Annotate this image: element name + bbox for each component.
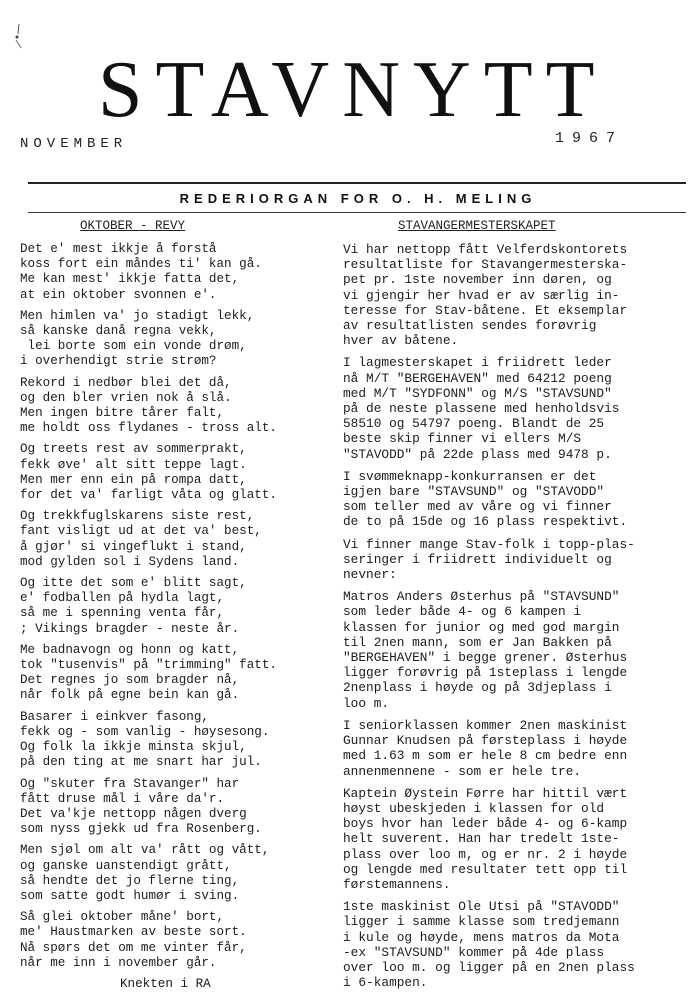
poem-stanza-line: så hendte det jo flerne ting, [20,873,240,888]
article-paragraph [343,786,695,892]
poem-stanza-line: e' fodballen på hydla lagt, [20,591,225,606]
poem-body [20,242,340,971]
article-paragraph-line: de to på 15de og 16 plass respektivt. [343,514,628,530]
poem-stanza-line: Og itte det som e' blitt sagt, [20,576,247,591]
article-paragraph [343,899,695,990]
poem-stanza [20,442,340,503]
article-body [343,242,695,990]
article-paragraph-line: Vi har nettopp fått Velferdskontorets [343,242,628,257]
poem-stanza-line: Me badnavogn og honn og katt, [20,642,240,657]
article-paragraph-line: 1ste maskinist Ole Utsi på "STAVODD" [343,899,620,915]
poem-stanza-line: Me kan mest' ikkje fatta det, [20,272,240,287]
poem-stanza-line: Men sjøl om alt va' rått og vått, [20,843,270,858]
article-paragraph-line: 2nenplass i høyde og på 3djeplass i [343,680,612,696]
poem-stanza-line: fant visligt ud at det va' best, [20,524,262,539]
poem-stanza [20,777,340,838]
poem-stanza-line: Basarer i einkver fasong, [20,709,209,724]
poem-stanza-line: Nå spørs det om me vinter får, [20,940,247,955]
article-paragraph-line: som leder både 4- og 6 kampen i [343,604,582,620]
article-paragraph-line: Gunnar Knudsen på førsteplass i høyde [343,733,628,749]
article-paragraph-line: "BERGEHAVEN" i begge grener. Østerhus [343,650,628,666]
article-paragraph [343,242,695,348]
article-paragraph-line: klassen for junior og med god margin [343,619,620,635]
poem-stanza-line: lei borte som ein vonde drøm, [20,339,247,354]
poem-stanza [20,242,340,303]
poem-stanza-line: Det e' mest ikkje å forstå [20,242,217,256]
poem-stanza-line: Og folk la ikkje minsta skjul, [20,740,247,755]
poem-stanza-line: koss fort ein måndes ti' kan gå. [20,257,262,272]
article-paragraph-line: nevner: [343,567,397,583]
article-paragraph-line: loo m. [343,695,390,711]
poem-stanza [20,376,340,437]
poem-stanza-line: og ganske uanstendigt grått, [20,858,232,873]
article-paragraph-line: med M/T "SYDFONN" og M/S "STAVSUND" [343,385,612,401]
poem-stanza [20,576,340,637]
poem-stanza-line: så me i spenning venta får, [20,606,225,621]
article-paragraph-line: Matros Anders Østerhus på "STAVSUND" [343,589,620,605]
article-paragraph-line: til 2nen mann, som er Jan Bakken på [343,634,612,650]
article-paragraph-line: på de neste plassene med henholdsvis [343,401,620,417]
article-paragraph-line: som teller med av våre og vi finner [343,499,612,515]
issue-year: 1967 [555,130,624,147]
poem-stanza-line: mod gylden sol i Sydens land. [20,554,240,569]
article-paragraph-line: "STAVODD" på 22de plass med 9478 p. [343,446,612,462]
article-paragraph-line: -ex "STAVSUND" kommer på 4de plass [343,944,605,960]
article-paragraph-line: I lagmesterskapet i friidrett leder [343,355,612,371]
poem-stanza-line: at ein oktober svonnen e'. [20,287,217,302]
article-paragraph-line: av resultatlisten sendes forøvrig [343,318,597,334]
article-paragraph [343,355,695,461]
poem-stanza-line: Men mer enn ein på rompa datt, [20,472,247,487]
poem-signature: Knekten i RA [120,976,211,991]
article-paragraph-line: boys hvor han leder både 4- og 6-kamp [343,816,628,832]
poem-stanza-line: fått druse mål i våre da'r. [20,791,225,806]
article-paragraph-line: Kaptein Øystein Førre har hittil vært [343,785,628,801]
poem-heading: OKTOBER - REVY [80,219,186,233]
poem-column [20,218,340,992]
poem-stanza [20,509,340,570]
article-paragraph-line: ligger forøvrig på 1steplass i lengde [343,665,628,681]
poem-stanza [20,843,340,904]
article-paragraph-line: med 1.63 m som er hele 8 cm bedre enn [343,748,628,764]
article-paragraph-line: 58510 og 54797 poeng. Blandt de 25 [343,416,605,432]
article-paragraph-line: annenmennene - som er hele tre. [343,763,582,779]
article-paragraph-line: høyst ubeskjeden i klassen for old [343,800,605,816]
masthead-subtitle: REDERIORGAN FOR O. H. MELING [179,191,537,206]
poem-stanza-line: Og treets rest av sommerprakt, [20,442,247,457]
article-paragraph-line: over loo m. og ligger på en 2nen plass [343,959,635,975]
article-paragraph-line: plass over loo m, og er nr. 2 i høyde [343,846,628,862]
article-paragraph-line: pet pr. 1ste november inn døren, og [343,272,612,288]
article-paragraph-line: resultatliste for Stavangermesterska- [343,257,628,273]
poem-stanza-line: me' Haustmarken av beste sort. [20,925,247,940]
margin-speck [14,24,24,50]
poem-stanza-line: når me inn i november går. [20,955,217,970]
poem-stanza-line: for det va' farligt våta og glatt. [20,488,277,503]
article-paragraph-line: teresse for Stav-båtene. Et eksemplar [343,302,628,318]
article-paragraph-line: og lengde med resultater tett opp til [343,861,628,877]
poem-stanza-line: og den bler vrien nok å slå. [20,390,232,405]
article-paragraph-line: nå M/T "BERGEHAVEN" med 64212 poeng [343,370,612,386]
poem-stanza-line: når folk på egne bein kan gå. [20,688,240,703]
poem-stanza-line: så kanske danå regna vekk, [20,324,217,339]
header-rule-bottom [28,212,686,213]
poem-stanza-line: på den ting at me snart har jul. [20,755,262,770]
article-paragraph-line: førstemannens. [343,876,451,892]
poem-stanza-line: Så glei oktober måne' bort, [20,910,225,925]
poem-stanza-line: Og "skuter fra Stavanger" har [20,776,240,791]
header-rule-top [28,182,686,184]
article-paragraph-line: igjen bare "STAVSUND" og "STAVODD" [343,484,605,500]
article-paragraph-line: i kule og høyde, mens matros da Mota [343,929,620,945]
poem-stanza-line: Men ingen bitre tårer falt, [20,406,225,421]
article-paragraph-line: I seniorklassen kommer 2nen maskinist [343,717,628,733]
poem-stanza-line: tok "tusenvis" på "trimming" fatt. [20,658,277,673]
article-paragraph-line: Vi finner mange Stav-folk i topp-plas- [343,536,635,552]
article-paragraph [343,537,695,583]
masthead-title: STAVNYTT [98,46,608,134]
poem-stanza-line: me holdt oss flydanes - tross alt. [20,421,277,436]
poem-stanza-line: å gjør' si vingeflukt i stand, [20,539,247,554]
article-paragraph [343,469,695,530]
article-paragraph [343,589,695,711]
article-heading: STAVANGERMESTERSKAPET [398,219,556,233]
article-column [343,218,695,997]
poem-stanza-line: Det va'kje nettopp någen dverg [20,806,247,821]
poem-stanza-line: fekk øve' alt sitt teppe lagt. [20,457,247,472]
article-paragraph-line: vi gjengir her hvad er av særlig in- [343,287,620,303]
article-paragraph-line: I svømmeknapp-konkurransen er det [343,468,597,484]
article-paragraph-line: hver av båtene. [343,333,459,349]
article-paragraph-line: i 6-kampen. [343,975,428,991]
poem-stanza-line: ; Vikings bragder - neste år. [20,621,240,636]
poem-stanza [20,710,340,771]
article-paragraph-line: ligger i samme klasse som tredjemann [343,914,620,930]
issue-month: NOVEMBER [20,136,128,152]
poem-stanza-line: Rekord i nedbør blei det då, [20,375,232,390]
poem-stanza-line: Det regnes jo som bragder nå, [20,673,240,688]
poem-stanza-line: Men himlen va' jo stadigt lekk, [20,308,255,323]
poem-stanza [20,910,340,971]
article-paragraph-line: beste skip finner vi ellers M/S [343,431,582,447]
article-paragraph-line: seringer i friidrett individuelt og [343,551,612,567]
article-paragraph [343,718,695,779]
poem-stanza [20,643,340,704]
poem-stanza-line: fekk og - som vanlig - høysesong. [20,724,270,739]
poem-stanza-line: som nyss gjekk ud fra Rosenberg. [20,822,262,837]
article-paragraph-line: helt suverent. Han har tredelt 1ste- [343,831,620,847]
poem-stanza-line: i overhendigt strie strøm? [20,354,217,369]
poem-stanza-line: som satte godt humør i sving. [20,888,240,903]
poem-stanza [20,309,340,370]
poem-stanza-line: Og trekkfuglskarens siste rest, [20,509,255,524]
